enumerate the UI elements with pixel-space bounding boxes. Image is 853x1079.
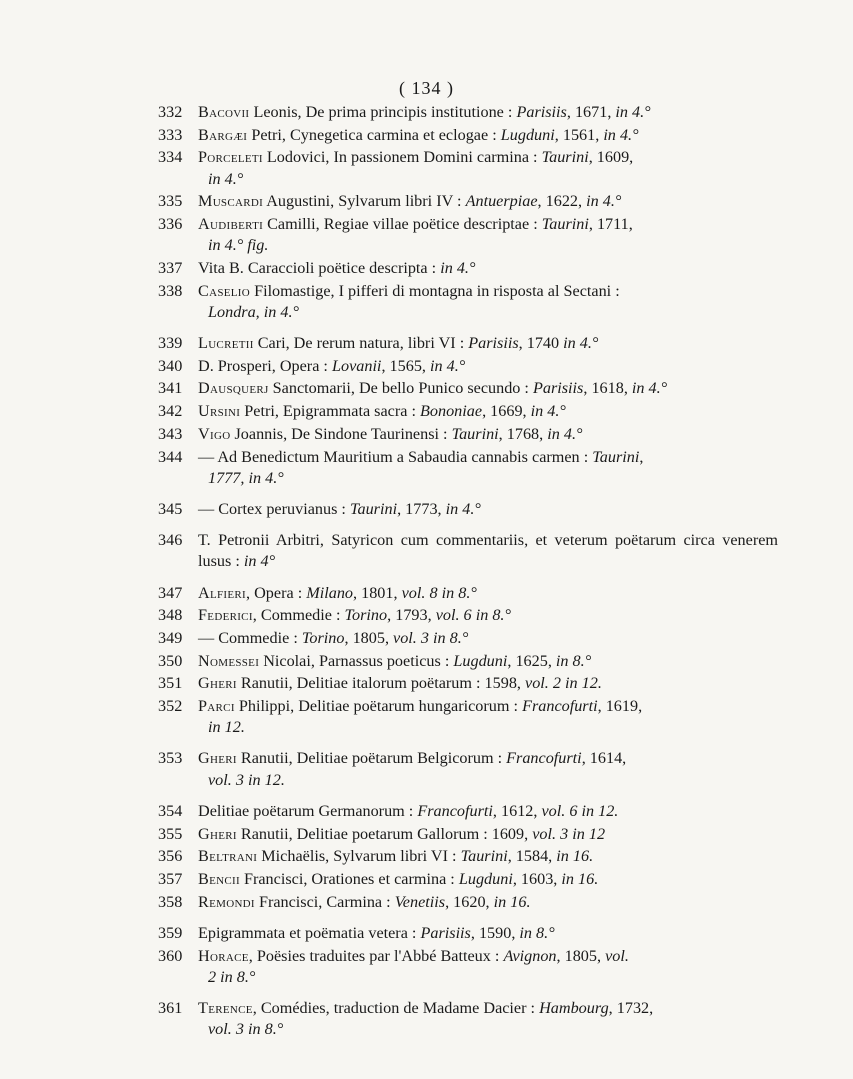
entry-number: 342: [158, 402, 183, 421]
entry-author: Audiberti: [198, 215, 264, 234]
entry-continuation: Londra, in 4.°: [208, 302, 300, 321]
entry-format: vol. 6 in 12.: [541, 801, 619, 820]
entry-number: 332: [158, 103, 183, 121]
entry-text: [198, 191, 778, 212]
entry-text: [198, 748, 778, 769]
entry-text: [198, 125, 778, 146]
catalog-entry: [158, 696, 778, 738]
entry-title: T. Petronii Arbitri, Satyricon cum commentariis, et veterum poëtarum circa venerem lusus :: [198, 531, 778, 571]
entry-number: 344: [158, 447, 183, 466]
entry-title: Filomastige, I pifferi di montagna in risposta al Sectani :: [250, 281, 620, 300]
entry-author: Vigo: [198, 424, 231, 443]
entry-continuation: vol. 3 in 8.°: [208, 1020, 284, 1039]
entry-date: , 1625,: [507, 651, 556, 670]
entry-title: Petri, Cynegetica carmina et eclogae :: [247, 125, 501, 144]
entry-author: Alfieri: [198, 583, 247, 602]
entry-list: [158, 102, 778, 1040]
entry-title: Michaëlis, Sylvarum libri VI :: [257, 847, 461, 866]
entry-number: 359: [158, 923, 183, 942]
entry-date: , 1805,: [556, 946, 602, 965]
entry-author: Bargæi: [198, 125, 248, 144]
catalog-entry: [158, 401, 778, 422]
entry-title: Lodovici, In passionem Domini carmina :: [262, 148, 542, 167]
entry-author: Gheri: [198, 749, 237, 768]
entry-text: [198, 102, 778, 123]
entry-number: 343: [158, 424, 183, 443]
entry-title: — Commedie :: [198, 628, 302, 647]
entry-author: Horace: [198, 946, 249, 965]
entry-text: [198, 801, 778, 822]
entry-title: Ranutii, Delitiae poëtarum Belgicorum :: [236, 749, 507, 768]
entry-number: 357: [158, 870, 183, 888]
entry-text: [198, 824, 778, 845]
entry-place: Milano: [306, 583, 354, 602]
entry-format: in 4°: [243, 552, 276, 571]
catalog-entry: [158, 147, 778, 189]
entry-title: Delitiae poëtarum Germanorum :: [198, 801, 418, 820]
entry-date: , 1565,: [381, 356, 430, 375]
entry-format: in 4.°: [530, 402, 566, 421]
entry-author: Porceleti: [198, 148, 263, 167]
entry-place: Taurini: [592, 447, 640, 466]
entry-format: vol. 3 in 8.°: [393, 628, 469, 647]
entry-format: vol. 2 in 12.: [525, 674, 602, 693]
entry-text: [198, 258, 778, 279]
entry-continuation: vol. 3 in 12.: [208, 770, 285, 789]
entry-date: , 1618,: [583, 379, 632, 398]
entry-title: Nicolai, Parnassus poeticus :: [259, 651, 454, 670]
entry-text: [198, 447, 778, 468]
catalog-entry: [158, 998, 778, 1040]
entry-title: Camilli, Regiae villae poëtice descriptae :: [263, 215, 542, 234]
entry-text: [198, 147, 778, 168]
catalog-entry: [158, 258, 778, 279]
entry-number: 341: [158, 379, 183, 398]
entry-number: 337: [158, 258, 183, 277]
catalog-entry: [158, 191, 778, 212]
entry-text: [198, 378, 778, 399]
entry-date: , 1793,: [387, 606, 436, 625]
catalog-entry: [158, 102, 778, 123]
entry-date: , 1740: [518, 334, 564, 353]
entry-continuation: 2 in 8.°: [208, 967, 256, 986]
entry-number: 350: [158, 651, 183, 670]
entry-date: , 1732,: [608, 999, 654, 1018]
entry-place: Avignon: [503, 946, 557, 965]
entry-text: [198, 696, 778, 717]
catalog-entry: [158, 869, 778, 890]
catalog-entry: [158, 281, 778, 323]
entry-date: , 1619,: [597, 697, 643, 716]
entry-title: — Cortex peruvianus :: [198, 499, 350, 518]
entry-number: 339: [158, 334, 183, 353]
entry-title: , Comédies, traduction de Madame Dacier :: [252, 999, 540, 1018]
entry-place: Torino: [344, 606, 388, 625]
entry-date: , 1590,: [470, 923, 520, 942]
entry-number: 345: [158, 499, 183, 518]
entry-date: , 1620,: [445, 892, 494, 911]
entry-title: Vita B. Caraccioli poëtice descripta :: [198, 258, 441, 277]
entry-date: , 1805,: [344, 628, 394, 647]
entry-title: Epigrammata et poëmatia vetera :: [198, 923, 421, 942]
entry-title: , Opera :: [246, 583, 307, 602]
entry-date: , 1801,: [353, 583, 402, 602]
entry-format: in 4.°: [440, 258, 476, 277]
entry-number: 354: [158, 801, 183, 820]
entry-author: Muscardi: [198, 192, 264, 211]
entry-text: [198, 998, 778, 1019]
entry-format: in 4.°: [615, 103, 651, 121]
entry-text: [198, 333, 778, 354]
catalog-entry: [158, 605, 778, 626]
entry-format: in 4.°: [631, 379, 668, 398]
entry-number: 336: [158, 215, 183, 234]
page-number: ( 134 ): [399, 78, 454, 98]
entry-place: Lugduni: [500, 125, 555, 144]
entry-place: Francofurti: [417, 801, 493, 820]
entry-format: in 4.°: [603, 125, 639, 144]
entry-author: Gheri: [198, 824, 237, 843]
entry-place: Lugduni: [458, 870, 513, 888]
entry-number: 360: [158, 946, 183, 965]
catalog-entry: [158, 499, 778, 520]
entry-number: 346: [158, 531, 183, 550]
entry-date: , 1622,: [537, 192, 587, 211]
entry-text: [198, 424, 778, 445]
entry-title: Ranutii, Delitiae poetarum Gallorum : 1609,: [236, 824, 533, 843]
entry-text: [198, 923, 778, 944]
entry-number: 347: [158, 583, 183, 602]
entry-date: , 1773,: [397, 499, 446, 518]
entry-date: , 1671,: [566, 103, 616, 121]
entry-text: [198, 401, 778, 422]
catalog-entry: [158, 214, 778, 256]
entry-number: 361: [158, 999, 183, 1018]
catalog-entry: [158, 356, 778, 377]
entry-date: , 1561,: [554, 125, 604, 144]
entry-place: Taurini: [349, 499, 398, 518]
entry-format: vol. 6 in 8.°: [435, 606, 511, 625]
catalog-entry: [158, 846, 778, 867]
entry-format: in 4.°: [563, 334, 599, 353]
entry-author: Beltrani: [198, 847, 258, 866]
entry-place: Taurini: [451, 424, 499, 443]
catalog-entry: [158, 923, 778, 944]
entry-place: Taurini: [541, 215, 589, 234]
entry-title: Francisci, Carmina :: [254, 892, 395, 911]
entry-place: Parisiis: [468, 334, 519, 353]
entry-date: , 1584,: [507, 847, 557, 866]
catalog-entry: [158, 892, 778, 913]
entry-date: , 1603,: [512, 870, 562, 888]
entry-text: [198, 605, 778, 626]
entry-title: Cari, De rerum natura, libri VI :: [253, 334, 469, 353]
entry-number: 351: [158, 674, 183, 693]
catalog-entry: [158, 651, 778, 672]
entry-text: [198, 583, 778, 604]
entry-number: 348: [158, 606, 183, 625]
entry-format: in 4.°: [547, 424, 583, 443]
entry-format: vol.: [601, 946, 629, 965]
entry-place: Hambourg: [539, 999, 609, 1018]
catalog-entry: [158, 673, 778, 694]
entry-place: Francofurti: [522, 697, 598, 716]
entry-author: Gheri: [198, 674, 237, 693]
entry-place: Parisiis: [420, 923, 471, 942]
entry-date: , 1768,: [498, 424, 548, 443]
entry-title: — Ad Benedictum Mauritium a Sabaudia cannabis carmen :: [198, 447, 593, 466]
entry-continuation: 1777, in 4.°: [208, 468, 284, 487]
entry-text: [198, 281, 778, 302]
entry-text: [198, 628, 778, 649]
entry-date: , 1614,: [581, 749, 627, 768]
entry-place: Taurini: [460, 847, 508, 866]
entry-format: in 4.°: [445, 499, 481, 518]
entry-number: 338: [158, 281, 183, 300]
entry-date: , 1669,: [482, 402, 531, 421]
entry-title: Joannis, De Sindone Taurinensi :: [230, 424, 452, 443]
entry-number: 352: [158, 697, 183, 716]
entry-number: 349: [158, 628, 183, 647]
entry-format: vol. 8 in 8.°: [401, 583, 477, 602]
entry-date: , 1612,: [492, 801, 542, 820]
entry-title: Philippi, Delitiae poëtarum hungaricorum :: [234, 697, 523, 716]
catalog-entry: [158, 583, 778, 604]
entry-date: , 1609,: [588, 148, 634, 167]
entry-continuation: in 4.° fig.: [208, 236, 269, 255]
entry-continuation: in 4.°: [208, 169, 244, 188]
catalog-entry: [158, 530, 778, 572]
entry-place: Francofurti: [506, 749, 582, 768]
entry-title: , Poësies traduites par l'Abbé Batteux :: [248, 946, 504, 965]
entry-author: Parci: [198, 697, 235, 716]
entry-date: ,: [639, 447, 644, 466]
entry-author: Bacovii: [198, 103, 250, 121]
entry-number: 356: [158, 847, 183, 866]
entry-text: [198, 892, 778, 913]
entry-place: Bononiae: [420, 402, 483, 421]
entry-place: Lugduni: [453, 651, 508, 670]
entry-format: in 8.°: [519, 923, 555, 942]
entry-title: Leonis, De prima principis institutione :: [249, 103, 517, 121]
catalog-entry: [158, 125, 778, 146]
entry-text: [198, 214, 778, 235]
entry-number: 334: [158, 148, 183, 167]
catalog-entry: [158, 946, 778, 988]
catalog-entry: [158, 333, 778, 354]
catalog-entry: [158, 748, 778, 790]
entry-title: D. Prosperi, Opera :: [198, 356, 332, 375]
entry-title: Augustini, Sylvarum libri IV :: [263, 192, 466, 211]
entry-place: Parisiis: [532, 379, 584, 398]
entry-text: [198, 869, 778, 890]
entry-text: [198, 673, 778, 694]
entry-continuation: in 12.: [208, 718, 245, 737]
catalog-entry: [158, 424, 778, 445]
entry-number: 358: [158, 892, 183, 911]
entry-number: 340: [158, 356, 183, 375]
catalog-entry: [158, 378, 778, 399]
entry-format: in 4.°: [586, 192, 622, 211]
entry-title: Sanctomarii, De bello Punico secundo :: [268, 379, 533, 398]
entry-author: Federici: [198, 606, 253, 625]
entry-format: in 16.: [493, 892, 531, 911]
entry-date: , 1711,: [588, 215, 633, 234]
entry-place: Torino: [301, 628, 345, 647]
catalog-entry: [158, 628, 778, 649]
entry-title: Petri, Epigrammata sacra :: [240, 402, 421, 421]
entry-text: [198, 946, 778, 967]
entry-text: [198, 499, 778, 520]
entry-format: in 8.°: [555, 651, 592, 670]
entry-format: vol. 3 in 12: [532, 824, 606, 843]
entry-text: [198, 530, 778, 572]
entry-text: [198, 356, 778, 377]
entry-author: Dausquerj: [198, 379, 269, 398]
entry-number: 333: [158, 125, 183, 144]
entry-place: Lovanii: [331, 356, 382, 375]
entry-format: in 16.: [556, 847, 594, 866]
entry-title: Ranutii, Delitiae italorum poëtarum : 1598,: [236, 674, 526, 693]
entry-author: Terence: [198, 999, 253, 1018]
entry-text: [198, 846, 778, 867]
entry-author: Ursini: [198, 402, 241, 421]
entry-place: Antuerpiae: [465, 192, 538, 211]
entry-number: 353: [158, 749, 183, 768]
catalog-entry: [158, 447, 778, 489]
entry-number: 355: [158, 824, 183, 843]
entry-format: in 16.: [561, 870, 599, 888]
entry-author: Bencii: [198, 870, 240, 888]
entry-place: Venetiis: [394, 892, 446, 911]
entry-number: 335: [158, 192, 183, 211]
catalog-entry: [158, 824, 778, 845]
entry-text: [198, 651, 778, 672]
catalog-entry: [158, 801, 778, 822]
entry-author: Remondi: [198, 892, 255, 911]
entry-place: Taurini: [541, 148, 589, 167]
entry-title: Francisci, Orationes et carmina :: [239, 870, 459, 888]
entry-author: Caselio: [198, 281, 251, 300]
entry-author: Nomessei: [198, 651, 260, 670]
entry-author: Lucretii: [198, 334, 254, 353]
entry-title: , Commedie :: [252, 606, 345, 625]
entry-place: Parisiis: [516, 103, 567, 121]
entry-format: in 4.°: [430, 356, 466, 375]
